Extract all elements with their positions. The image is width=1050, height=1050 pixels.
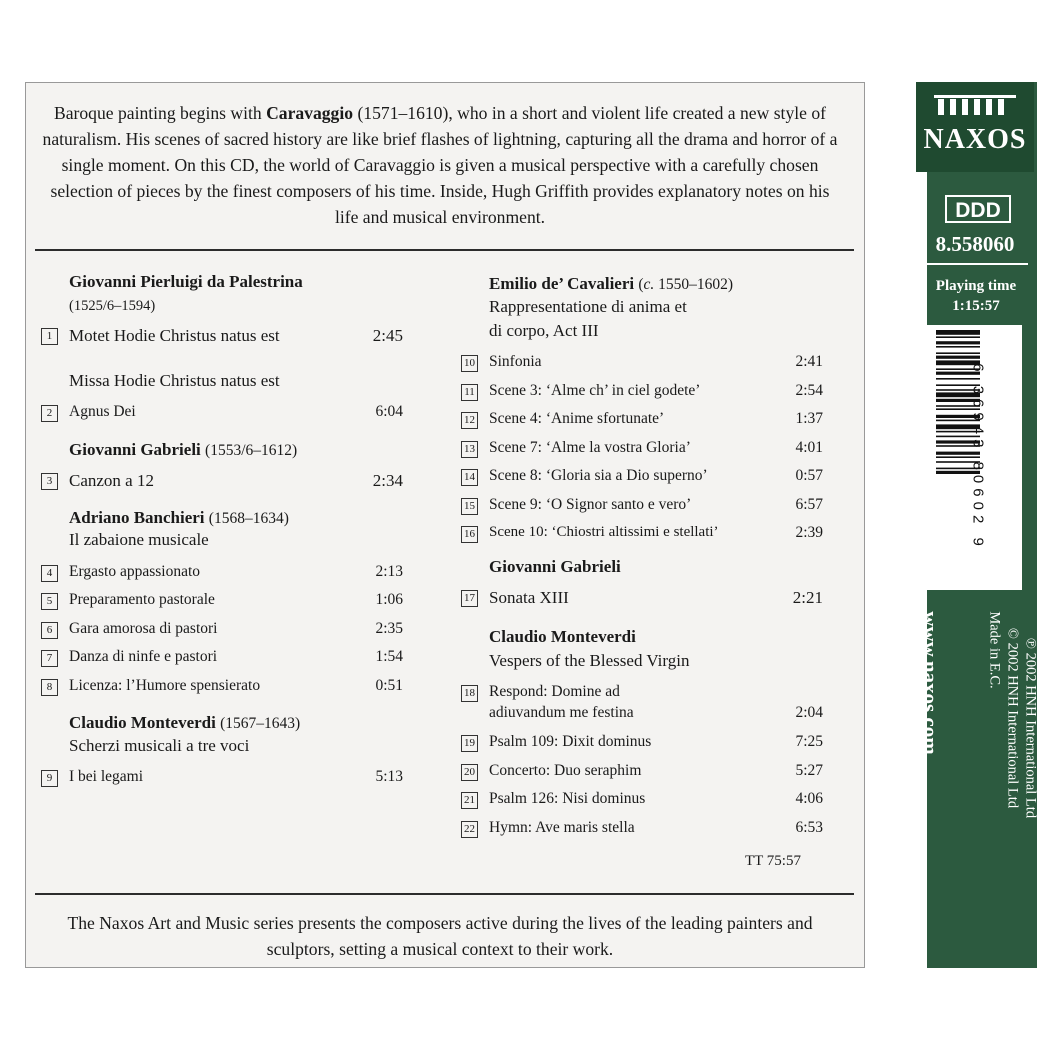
work-vespers: Vespers of the Blessed Virgin [489,651,690,670]
track-row: 12 Scene 4: ‘Anime sfortunate’ 1:37 [461,410,823,432]
track-row: 14 Scene 8: ‘Gloria sia a Dio superno’ 0:57 [461,467,823,489]
barcode-bar [936,356,980,359]
track-row: 8 Licenza: l’Humore spensierato 0:51 [41,677,403,699]
composer-gabrieli: Giovanni Gabrieli (1553/6–1612) [69,440,298,459]
track-row: 19 Psalm 109: Dixit dominus 7:25 [461,733,823,755]
track-row: 22 Hymn: Ave maris stella 6:53 [461,819,823,841]
track-row: 18 Respond: Domine ad adiuvandum me festina 2:04 [461,683,823,727]
composer-monteverdi-2: Claudio Monteverdi [489,627,636,646]
composer-monteverdi: Claudio Monteverdi (1567–1643) [69,713,301,732]
total-time: TT 75:57 [745,853,801,869]
track-row: 4 Ergasto appassionato 2:13 [41,563,403,585]
track-row: 21 Psalm 126: Nisi dominus 4:06 [461,790,823,812]
track-row: 17 Sonata XIII 2:21 [461,588,823,610]
work-zabaione: Il zabaione musicale [69,530,209,549]
track-row: 9 I bei legami 5:13 [41,768,403,790]
track-row: 16 Scene 10: ‘Chiostri altissimi e stellati’ 2:39 [461,524,823,546]
divider-top [35,249,854,251]
playing-time-value: 1:15:57 [952,298,1000,314]
barcode-digits: 6 36943 80602 9 [969,363,987,551]
track-row: 3 Canzon a 12 2:34 [41,471,403,493]
barcode-bar [936,346,980,348]
track-row: 7 Danza di ninfe e pastori 1:54 [41,648,403,670]
track-row: 2 Agnus Dei 6:04 [41,403,403,425]
track-row: 5 Preparamento pastorale 1:06 [41,591,403,613]
track-row: 15 Scene 9: ‘O Signor santo e vero’ 6:57 [461,496,823,518]
work-scherzi: Scherzi musicali a tre voci [69,736,250,755]
catalog-number: 8.558060 [935,232,1015,256]
intro-paragraph: Baroque painting begins with Caravaggio (1571–1610), who in a short and violent life created a new style of naturalism. His scenes of sacred history are like brief flashes of lightning, capturing all the drama and horror of a single moment. On this CD, the world of Caravaggio is given a musical perspective with a carefully chosen selection of pieces by the finest composers of his time. Inside, Hugh Griffith provides explanatory notes on his life and musical environment. [42,103,838,227]
naxos-columns-icon [932,95,1018,117]
track-row: 13 Scene 7: ‘Alme la vostra Gloria’ 4:01 [461,439,823,461]
spine-divider [922,263,1028,265]
palestrina-dates: (1525/6–1594) [69,298,156,314]
work-rappresentatione-2: di corpo, Act III [489,321,599,340]
website-url: www.naxos.com [918,611,943,755]
work-rappresentatione-1: Rappresentatione di anima et [489,297,687,316]
composer-banchieri: Adriano Banchieri (1568–1634) [69,508,289,527]
ddd-badge: DDD [945,195,1011,223]
playing-time-label: Playing time [935,278,1017,294]
barcode-bar [936,341,980,344]
composer-cavalieri: Emilio de’ Cavalieri (c. 1550–1602) [489,274,734,293]
track-row: 1 Motet Hodie Christus natus est 2:45 [41,326,403,348]
track-row: 11 Scene 3: ‘Alme ch’ in ciel godete’ 2:54 [461,382,823,404]
composer-palestrina: Giovanni Pierluigi da Palestrina [69,272,303,291]
track-row: 6 Gara amorosa di pastori 2:35 [41,620,403,642]
caravaggio-name: Caravaggio [266,103,354,123]
naxos-logo-text: NAXOS [923,124,1027,155]
barcode-bar [936,330,980,335]
composer-gabrieli-2: Giovanni Gabrieli [489,557,621,576]
track-row: 10 Sinfonia 2:41 [461,353,823,375]
copyright-phonographic: ℗ 2002 HNH International Ltd [1022,637,1039,819]
divider-bottom [35,893,854,895]
track-row: 20 Concerto: Duo seraphim 5:27 [461,762,823,784]
barcode-bar [936,352,980,354]
series-note: The Naxos Art and Music series presents the composers active during the lives of the leading painters and sculptors, setting a musical context to their work. [67,913,813,959]
work-missa: Missa Hodie Christus natus est [69,371,280,390]
barcode-bar [936,336,980,338]
made-in: Made in E.C. [986,611,1003,689]
copyright: © 2002 HNH International Ltd [1004,627,1021,809]
